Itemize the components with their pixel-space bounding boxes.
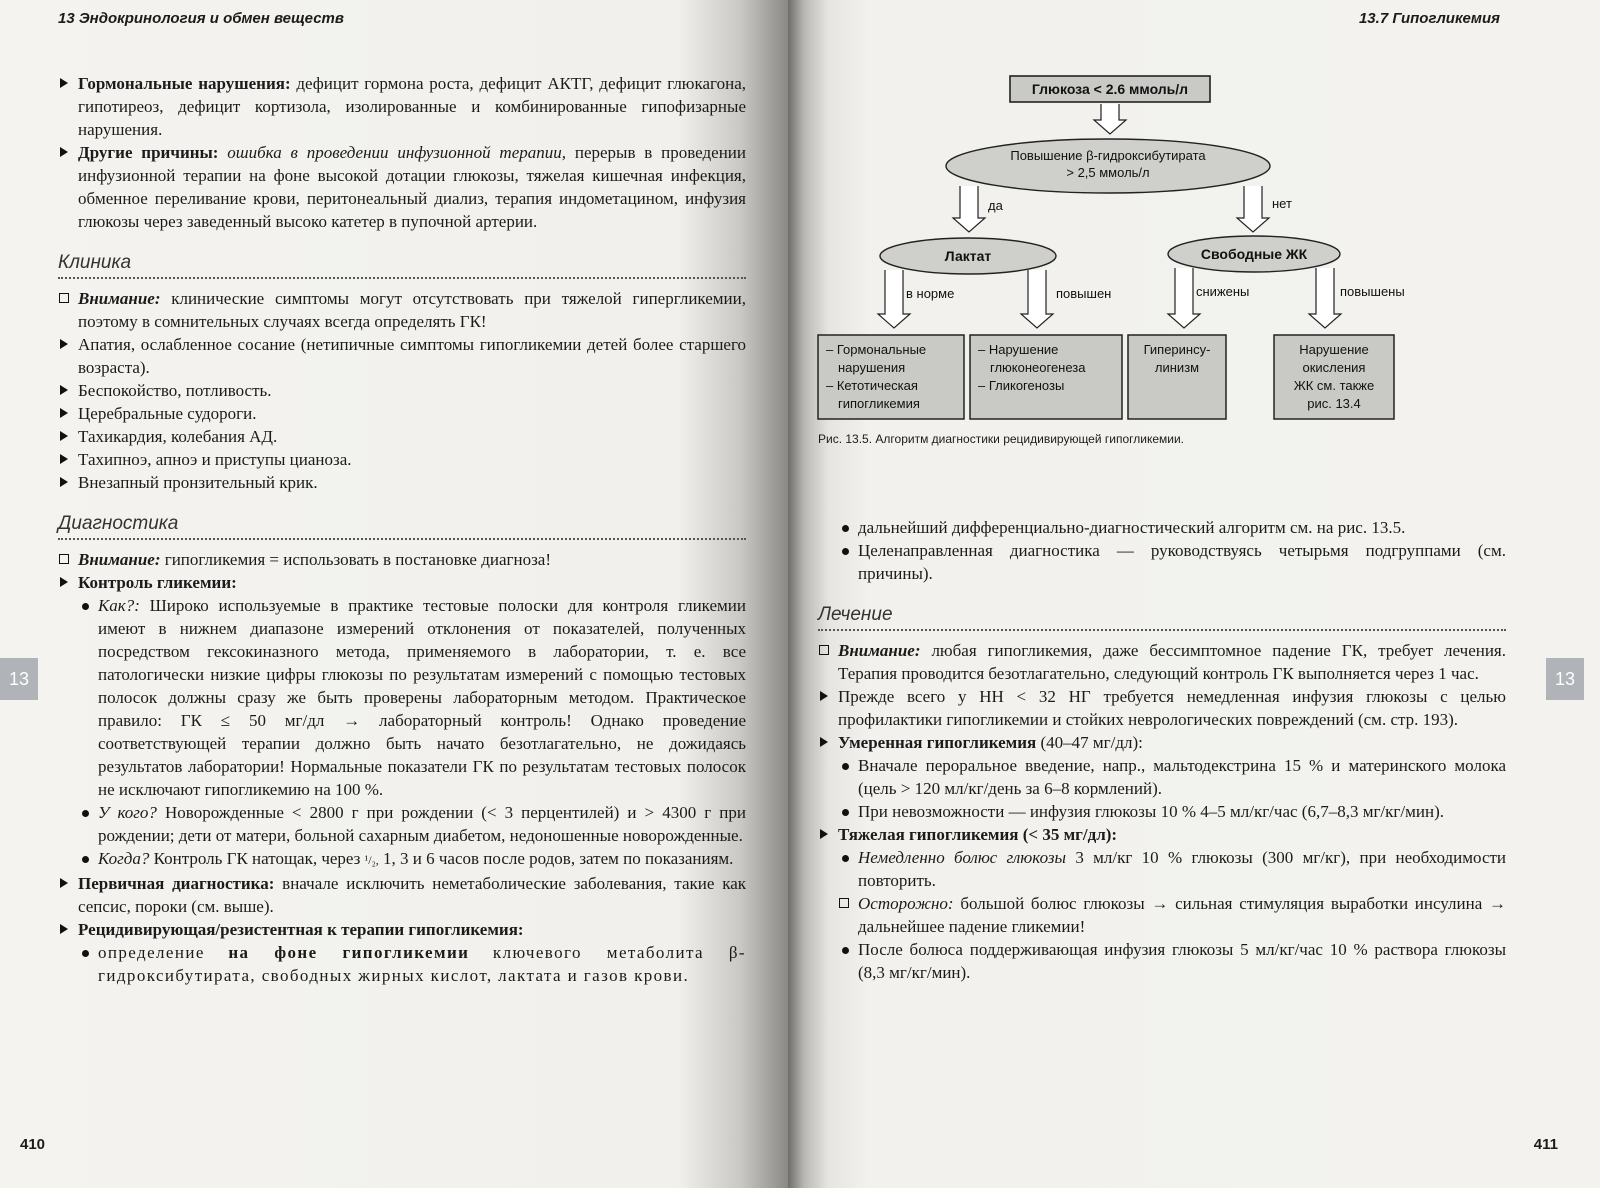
- result-box-2-line: – Нарушение: [978, 342, 1059, 357]
- caution-item: Осторожно: большой болюс глюкозы → сильная стимуляция выработки инсулина → дальнейшее падение гликемии!: [838, 892, 1506, 938]
- clinic-symptom: Внезапный пронзительный крик.: [58, 471, 746, 494]
- result-box-3-line: Гиперинсу-: [1143, 342, 1211, 357]
- chapter-tab: 13: [1546, 658, 1584, 700]
- flowchart: [788, 0, 1600, 460]
- running-head: 13 Эндокринология и обмен веществ: [58, 10, 344, 27]
- label-no: нет: [1272, 196, 1292, 211]
- arrow-raised: [1021, 270, 1053, 328]
- result-box-1-line: гипогликемия: [838, 396, 920, 411]
- lactate-label: Лактат: [944, 248, 992, 264]
- result-box-4-line: Нарушение: [1299, 342, 1369, 357]
- arrow-down: [1094, 104, 1126, 134]
- glycemia-control-list: [78, 594, 746, 872]
- diag-attention: Внимание: гипогликемия = использовать в постановке диагноза!: [58, 548, 746, 571]
- page-number: 410: [20, 1136, 46, 1153]
- bolus-item: Немедленно болюс глюкозы 3 мл/кг 10 % глюкозы (300 мг/кг), при необходимости повторить.: [838, 846, 1506, 892]
- left-page: [0, 0, 788, 1188]
- severe-heading: Тяжелая гипогликемия (< 35 мг/дл):: [818, 823, 1506, 846]
- result-box-1-line: – Гормональные: [826, 342, 927, 357]
- arrow-no: [1237, 186, 1269, 232]
- label-yes: да: [988, 198, 1003, 213]
- clinic-symptom: Тахикардия, колебания АД.: [58, 425, 746, 448]
- bhb-label-line1: Повышение β-гидроксибутирата: [1010, 148, 1206, 163]
- result-box-2-line: – Гликогенозы: [978, 378, 1065, 393]
- left-page-body: [58, 72, 746, 987]
- moderate-heading: Умеренная гипогликемия (40–47 мг/дл):: [818, 731, 1506, 754]
- result-box-3-line: линизм: [1154, 360, 1200, 375]
- recurrent-list: [78, 941, 746, 987]
- recurrent-heading: Рецидивирующая/резистентная к терапии гипогликемия:: [58, 918, 746, 941]
- section-title-clinic: Клиника: [58, 251, 746, 279]
- clinic-symptom: Апатия, ослабленное сосание (нетипичные симптомы гипогликемии детей более старшего возраста).: [58, 333, 746, 379]
- who-item: У кого? Новорожденные < 2800 г при рождении (< 3 перцентилей) и > 4300 г при рождении; дети от матери, больной сахарным диабетом, недоношенные новорожденные.: [78, 801, 746, 847]
- result-box-4-line: ЖК см. также: [1293, 378, 1375, 393]
- right-page: [788, 0, 1600, 1188]
- result-box-1-line: – Кетотическая: [826, 378, 918, 393]
- label-raised-ffa: повышены: [1340, 284, 1405, 299]
- when-item: Когда? Контроль ГК натощак, через ¹/₂, 1, 3 и 6 часов после родов, затем по показаниям.: [78, 847, 746, 872]
- clinic-symptom: Беспокойство, потливость.: [58, 379, 746, 402]
- clinic-symptom: Церебральные судороги.: [58, 402, 746, 425]
- result-box-4-line: окисления: [1302, 360, 1366, 375]
- moderate-item: Вначале пероральное введение, напр., мальтодекстрина 15 % и материнского молока (цель > 120 мл/кг/день за 6–8 кормлений).: [838, 754, 1506, 800]
- result-box-2-line: глюконеогенеза: [990, 360, 1086, 375]
- label-lowered: снижены: [1196, 284, 1250, 299]
- ffa-label: Свободные ЖК: [1200, 246, 1308, 262]
- running-head: 13.7 Гипогликемия: [1358, 10, 1500, 27]
- right-page-body: [818, 516, 1506, 984]
- severe-list: [838, 846, 1506, 984]
- diag-continued-item: Целенаправленная диагностика — руководствуясь четырьмя подгруппами (см. причины).: [838, 539, 1506, 585]
- clinic-attention: Внимание: клинические симптомы могут отсутствовать при тяжелой гипергликемии, поэтому в сомнительных случаях всегда определять ГК!: [58, 287, 746, 333]
- diag-continued-item: дальнейший дифференциально-диагностический алгоритм см. на рис. 13.5.: [838, 516, 1506, 539]
- treatment-attention: Внимание: любая гипогликемия, даже бессимптомное падение ГК, требует лечения. Терапия проводится безотлагательно, следующий контроль ГК выполняется через 1 час.: [818, 639, 1506, 685]
- bhb-label-line2: > 2,5 ммоль/л: [1066, 165, 1150, 180]
- how-item: Как?: Широко используемые в практике тестовые полоски для контроля гликемии имеют в нижнем диапазоне измерений отклонения от показателей, полученных посредством гексокиназного метода, применяемого в лаборатории, т. е. все патологически низкие цифры глюкозы по результатам измерений с помощью тестовых полосок должны сразу же быть проверены лабораторным методом. Практическое правило: ГК ≤ 50 мг/дл → лабораторный контроль! Однако проведение соответствующей терапии должно быть начато безотлагательно, не дожидаясь результатов лаборатории! Нормальные показатели ГК по результатам тестовых полосок не исключают гипогликемию на 100 %.: [78, 594, 746, 801]
- recurrent-item: определение на фоне гипогликемии ключевого метаболита β-гидроксибутирата, свободных жирных кислот, лактата и газов крови.: [78, 941, 746, 987]
- cause-other: Другие причины: ошибка в проведении инфузионной терапии, перерыв в проведении инфузионной терапии на фоне высокой дотации глюкозы, тяжелая кишечная инфекция, обменное переливание крови, перитонеальный диализ, терапия индометацином, инфузия глюкозы через заведенный высоко катетер в пупочной артерии.: [58, 141, 746, 233]
- moderate-item: При невозможности — инфузия глюкозы 10 % 4–5 мл/кг/час (6,7–8,3 мг/кг/мин).: [838, 800, 1506, 823]
- figure-caption: Рис. 13.5. Алгоритм диагностики рецидивирующей гипогликемии.: [818, 432, 1185, 446]
- chapter-tab: 13: [0, 658, 38, 700]
- page-number: 411: [1533, 1136, 1558, 1153]
- arrow-raised-ffa: [1309, 268, 1341, 328]
- clinic-symptom: Тахипноэ, апноэ и приступы цианоза.: [58, 448, 746, 471]
- cause-hormonal: Гормональные нарушения: дефицит гормона роста, дефицит АКТГ, дефицит глюкагона, гипотиреоз, дефицит кортизола, изолированные и комбинированные гипофизарные нарушения.: [58, 72, 746, 141]
- result-box-4-line: рис. 13.4: [1307, 396, 1361, 411]
- moderate-list: [838, 754, 1506, 823]
- label-raised: повышен: [1056, 286, 1112, 301]
- glycemia-control-heading: Контроль гликемии:: [58, 571, 746, 594]
- primary-diagnostics: Первичная диагностика: вначале исключить неметаболические заболевания, такие как сепсис, пороки (см. выше).: [58, 872, 746, 918]
- glucose-box-label: Глюкоза < 2.6 ммоль/л: [1031, 81, 1189, 97]
- result-box-1-line: нарушения: [838, 360, 906, 375]
- section-title-treatment: Лечение: [818, 603, 1506, 631]
- diag-continued-list: [838, 516, 1506, 585]
- treatment-item: Прежде всего у НН < 32 НГ требуется немедленная инфузия глюкозы с целью профилактики гипогликемии и стойких неврологических повреждений (см. стр. 193).: [818, 685, 1506, 731]
- after-bolus-item: После болюса поддерживающая инфузия глюкозы 5 мл/кг/час 10 % раствора глюкозы (8,3 мг/кг/мин).: [838, 938, 1506, 984]
- section-title-diagnostics: Диагностика: [58, 512, 746, 540]
- label-normal: в норме: [906, 286, 955, 301]
- arrow-yes: [953, 186, 985, 232]
